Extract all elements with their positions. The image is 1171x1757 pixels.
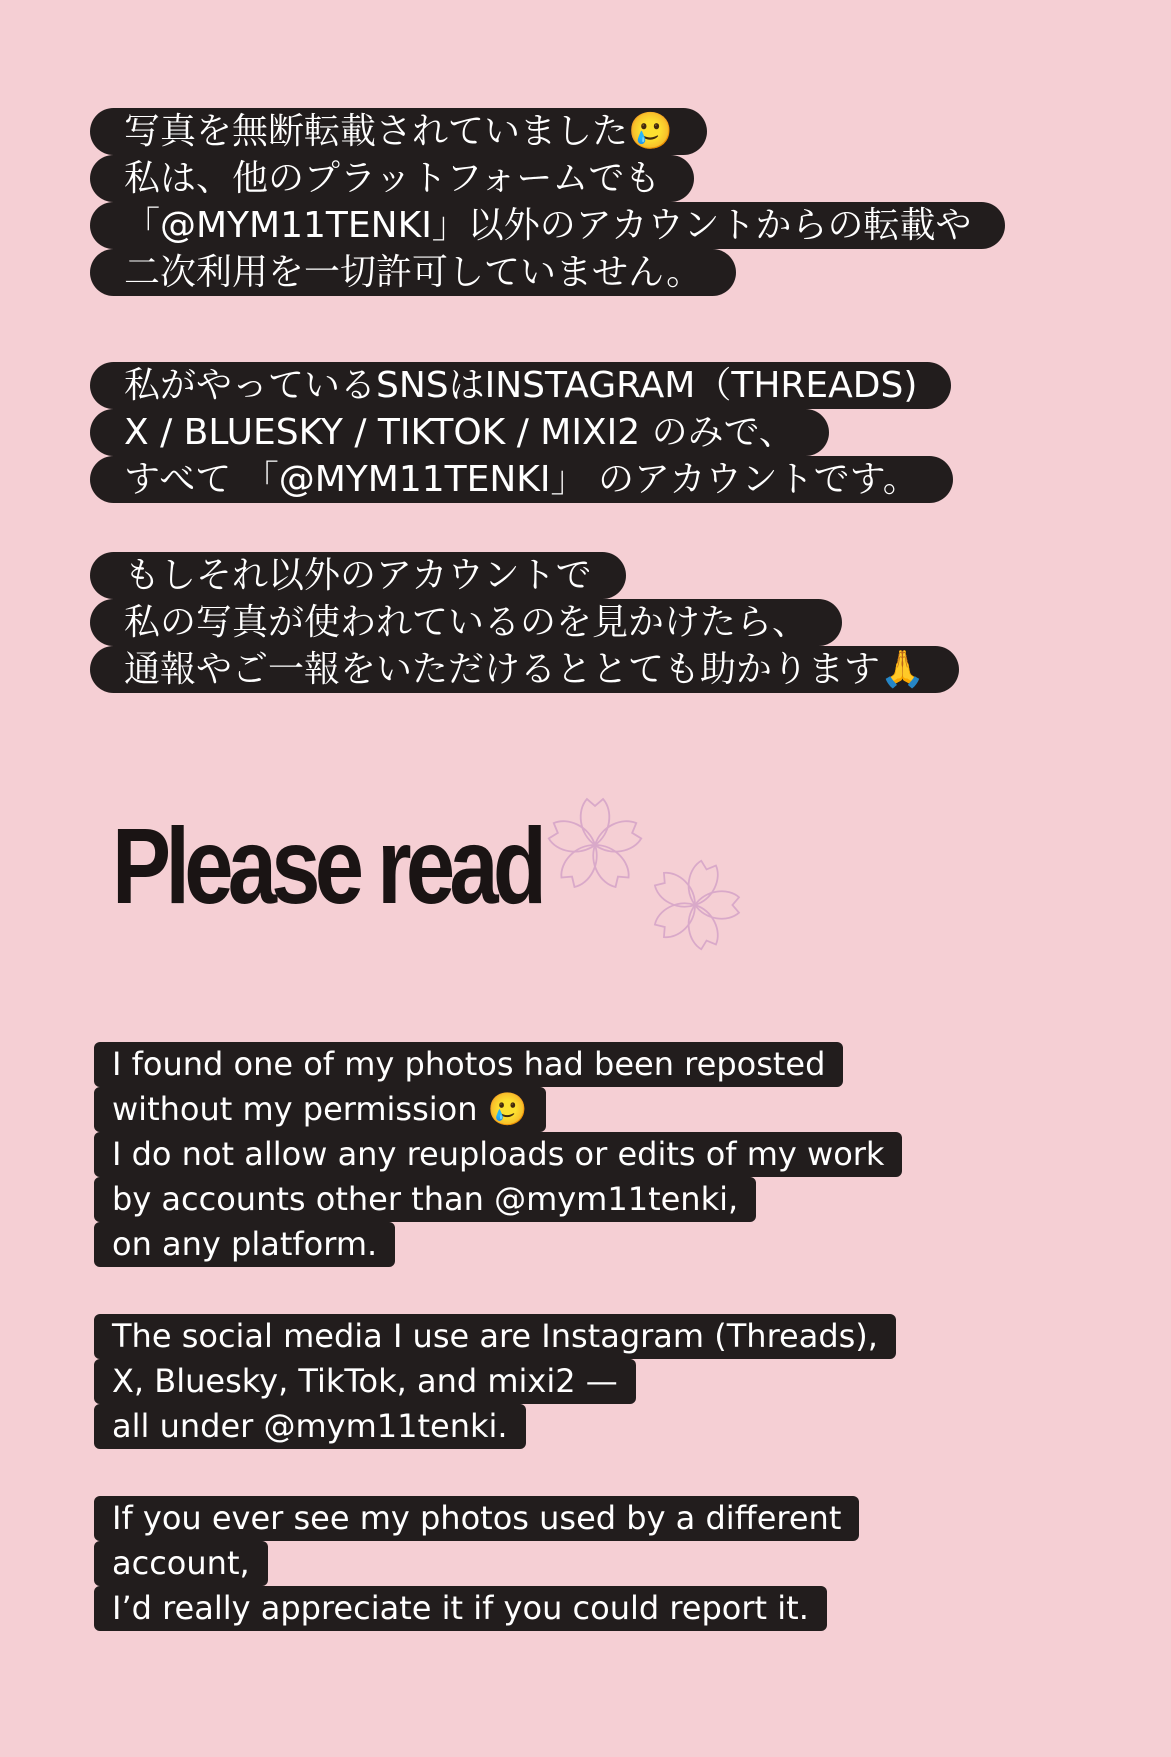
jp-message-block-3 [90,552,959,693]
en-line-3-3: I’d really appreciate it if you could report it. [94,1586,827,1631]
en-line-1-5: on any platform. [94,1222,395,1267]
please-read-heading: Please read [112,805,542,926]
jp-line-3-2: 私の写真が使われているのを見かけたら、 [90,599,842,646]
jp-line-1-1: 写真を無断転載されていました🥲 [90,108,707,155]
jp-line-1-2: 私は、他のプラットフォームでも [90,155,694,202]
sakura-flower-icon [545,790,755,970]
en-line-1-2: without my permission 🥲 [94,1087,546,1132]
en-line-3-2: account, [94,1541,268,1586]
en-message-block-2 [94,1314,896,1449]
en-line-1-1: I found one of my photos had been reposted [94,1042,843,1087]
en-line-3-1: If you ever see my photos used by a different [94,1496,859,1541]
jp-message-block-1 [90,108,1005,296]
en-message-block-1 [94,1042,902,1267]
jp-line-2-3: すべて 「@MYM11TENKI」 のアカウントです。 [90,456,953,503]
jp-line-1-3: 「@MYM11TENKI」以外のアカウントからの転載や [90,202,1005,249]
sakura-flower-icon-2 [638,849,753,961]
jp-message-block-2 [90,362,953,503]
jp-line-3-3: 通報やご一報をいただけるととても助かります🙏 [90,646,959,693]
en-line-2-3: all under @mym11tenki. [94,1404,526,1449]
jp-line-3-1: もしそれ以外のアカウントで [90,552,626,599]
en-line-2-2: X, Bluesky, TikTok, and mixi2 — [94,1359,636,1404]
jp-line-2-1: 私がやっているSNSはINSTAGRAM（THREADS) [90,362,951,409]
en-line-1-4: by accounts other than @mym11tenki, [94,1177,756,1222]
en-message-block-3 [94,1496,859,1631]
sakura-flower-icon-1 [547,799,643,891]
en-line-1-3: I do not allow any reuploads or edits of my work [94,1132,902,1177]
en-line-2-1: The social media I use are Instagram (Threads), [94,1314,896,1359]
jp-line-1-4: 二次利用を一切許可していません。 [90,249,736,296]
jp-line-2-2: X / BLUESKY / TIKTOK / MIXI2 のみで、 [90,409,829,456]
